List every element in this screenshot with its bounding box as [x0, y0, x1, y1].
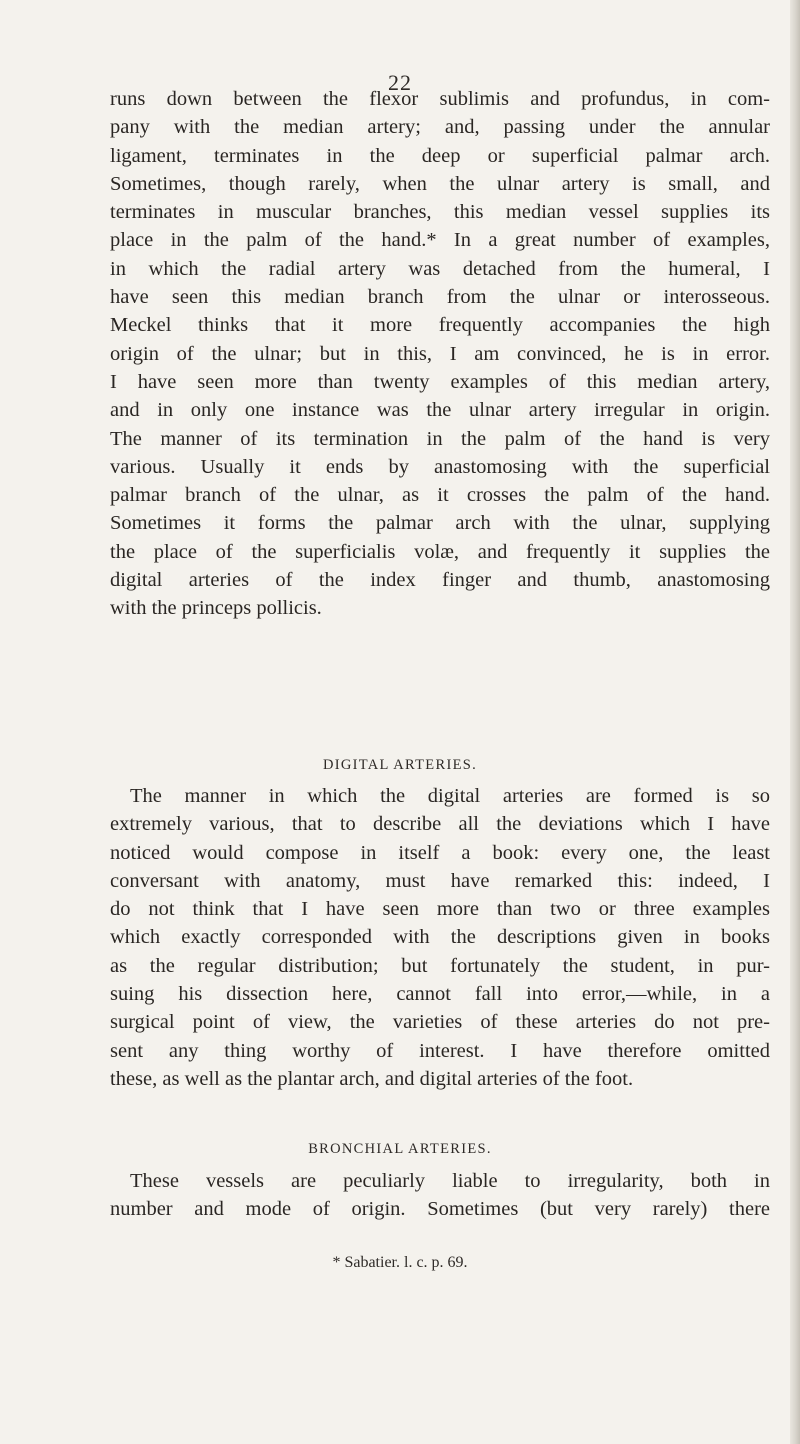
paragraph-digital-arteries: [110, 782, 770, 1093]
footnote: * Sabatier. l. c. p. 69.: [332, 1254, 468, 1271]
text-line: I have seen more than twenty examples of this median artery,: [110, 370, 770, 393]
text-line: Meckel thinks that it more frequently accompanies the high: [110, 314, 770, 337]
text-line: which exactly corresponded with the descriptions given in books: [110, 926, 770, 949]
text-line: these, as well as the plantar arch, and digital arteries of the foot.: [110, 1067, 634, 1090]
text-line: suing his dissection here, cannot fall into error,—while, in a: [110, 983, 770, 1006]
text-line: The manner in which the digital arteries are formed is so: [130, 785, 770, 807]
text-line: terminates in muscular branches, this median vessel supplies its: [110, 201, 770, 224]
text-line: place in the palm of the hand.* In a great number of examples,: [110, 229, 770, 252]
text-line: The manner of its termination in the palm of the hand is very: [110, 427, 770, 450]
text-line: do not think that I have seen more than two or three examples: [110, 898, 770, 921]
text-line: surgical point of view, the varieties of these arteries do not pre-: [110, 1011, 770, 1034]
text-line: as the regular distribution; but fortunately the student, in pur-: [110, 954, 770, 977]
page-number: 22: [388, 70, 412, 95]
text-line: various. Usually it ends by anastomosing with the superficial: [110, 455, 770, 478]
text-line: sent any thing worthy of interest. I have therefore omitted: [110, 1039, 770, 1062]
text-line: origin of the ulnar; but in this, I am convinced, he is in error.: [110, 342, 770, 365]
text-line: noticed would compose in itself a book: every one, the least: [110, 841, 770, 864]
text-line: extremely various, that to describe all the deviations which I have: [110, 813, 770, 836]
text-line: pany with the median artery; and, passing under the annular: [110, 116, 770, 139]
text-line: ligament, terminates in the deep or superficial palmar arch.: [110, 144, 770, 167]
paragraph-median-artery: [110, 85, 770, 623]
text-line: digital arteries of the index finger and thumb, anastomosing: [110, 569, 770, 592]
text-line: number and mode of origin. Sometimes (but very rarely) there: [110, 1198, 770, 1221]
text-line: conversant with anatomy, must have remarked this: indeed, I: [110, 869, 770, 892]
text-line: These vessels are peculiarly liable to irregularity, both in: [130, 1170, 770, 1192]
paragraph-bronchial-arteries: [110, 1167, 770, 1224]
text-line: Sometimes, though rarely, when the ulnar artery is small, and: [110, 172, 770, 195]
text-line: and in only one instance was the ulnar artery irregular in origin.: [110, 399, 770, 422]
text-line: Sometimes it forms the palmar arch with the ulnar, supplying: [110, 512, 770, 535]
text-line: with the princeps pollicis.: [110, 597, 322, 620]
text-line: runs down between the flexor sublimis and profundus, in com-: [110, 88, 770, 110]
text-line: in which the radial artery was detached from the humeral, I: [110, 257, 770, 280]
text-line: palmar branch of the ulnar, as it crosses the palm of the hand.: [110, 484, 770, 507]
section-heading-bronchial-arteries: BRONCHIAL ARTERIES.: [308, 1141, 492, 1157]
page-edge: [790, 0, 800, 1444]
text-line: have seen this median branch from the ulnar or interosseous.: [110, 286, 770, 309]
text-line: the place of the superficialis volæ, and frequently it supplies the: [110, 540, 770, 563]
section-heading-digital-arteries: DIGITAL ARTERIES.: [322, 757, 478, 773]
